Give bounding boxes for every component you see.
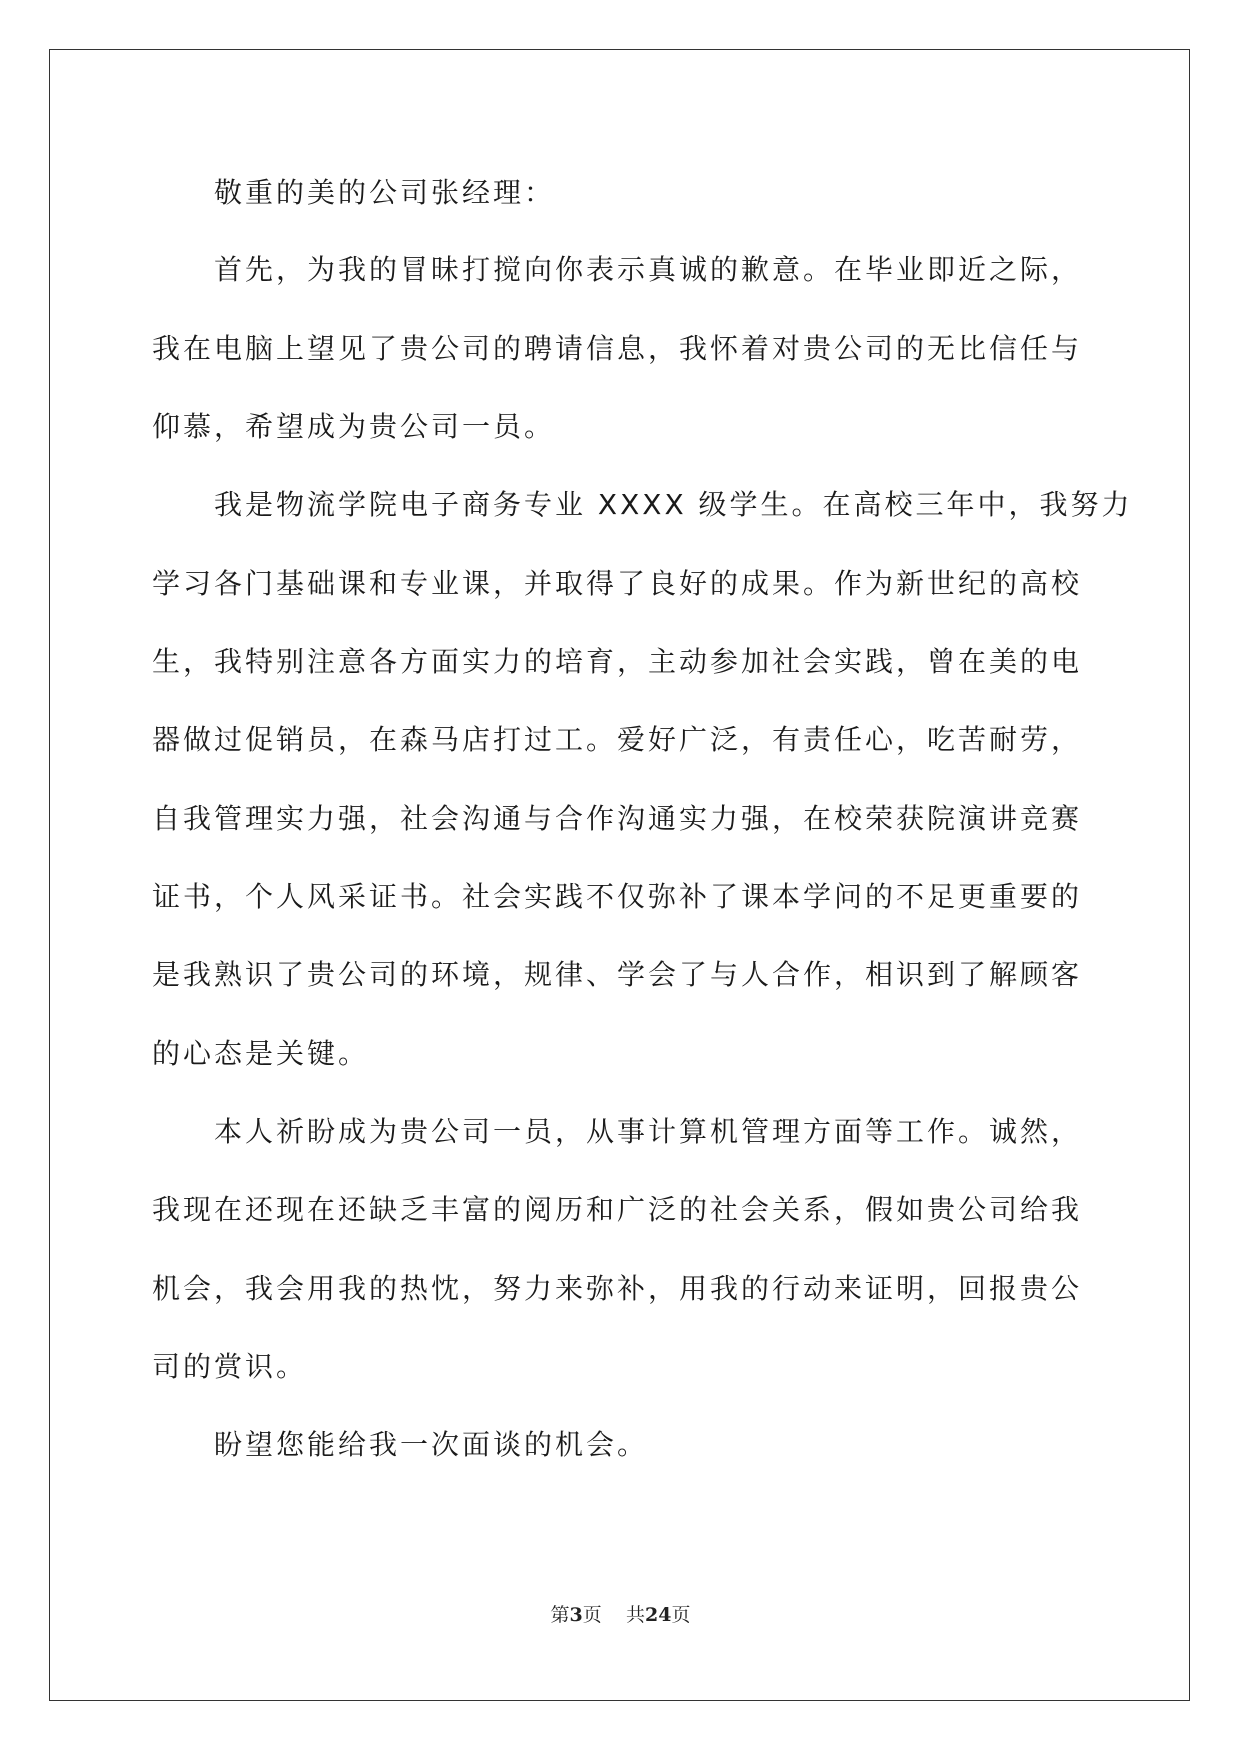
paragraph-2-line-6: 证书，个人风采证书。社会实践不仅弥补了课本学问的不足更重要的 <box>152 880 1083 913</box>
paragraph-2-line-4: 器做过促销员，在森马店打过工。爱好广泛，有责任心，吃苦耐劳， <box>152 723 1083 756</box>
salutation: 敬重的美的公司张经理： <box>214 176 556 209</box>
total-pages: 24 <box>644 1604 672 1626</box>
page-prefix: 第 <box>550 1604 570 1626</box>
paragraph-2-line-7: 是我熟识了贵公司的环境，规律、学会了与人合作，相识到了解顾客 <box>152 958 1083 991</box>
total-prefix: 共 <box>625 1604 645 1626</box>
paragraph-4-line-1: 盼望您能给我一次面谈的机会。 <box>214 1428 649 1461</box>
paragraph-1-line-2: 我在电脑上望见了贵公司的聘请信息，我怀着对贵公司的无比信任与 <box>152 332 1083 365</box>
paragraph-1-line-1: 首先，为我的冒昧打搅向你表示真诚的歉意。在毕业即近之际， <box>214 253 1083 286</box>
paragraph-3-line-3: 机会，我会用我的热忱，努力来弥补，用我的行动来证明，回报贵公 <box>152 1272 1083 1305</box>
paragraph-3-line-4: 司的赏识。 <box>152 1350 308 1383</box>
paragraph-2-line-2: 学习各门基础课和专业课，并取得了良好的成果。作为新世纪的高校 <box>152 567 1083 600</box>
paragraph-3-line-1: 本人祈盼成为贵公司一员，从事计算机管理方面等工作。诚然， <box>214 1115 1083 1148</box>
page-footer <box>0 1603 1241 1627</box>
paragraph-2-line-5: 自我管理实力强，社会沟通与合作沟通实力强，在校荣获院演讲竞赛 <box>152 802 1083 835</box>
total-suffix: 页 <box>671 1604 691 1626</box>
paragraph-1-line-3: 仰慕，希望成为贵公司一员。 <box>152 410 556 443</box>
paragraph-2-line-8: 的心态是关键。 <box>152 1037 370 1070</box>
page-number: 3 <box>569 1604 583 1626</box>
paragraph-2-line-1: 我是物流学院电子商务专业 XXXX 级学生。在高校三年中，我努力 <box>214 488 1133 521</box>
paragraph-3-line-2: 我现在还现在还缺乏丰富的阅历和广泛的社会关系，假如贵公司给我 <box>152 1193 1083 1226</box>
paragraph-2-line-3: 生，我特别注意各方面实力的培育，主动参加社会实践，曾在美的电 <box>152 645 1083 678</box>
page-suffix: 页 <box>582 1604 602 1626</box>
